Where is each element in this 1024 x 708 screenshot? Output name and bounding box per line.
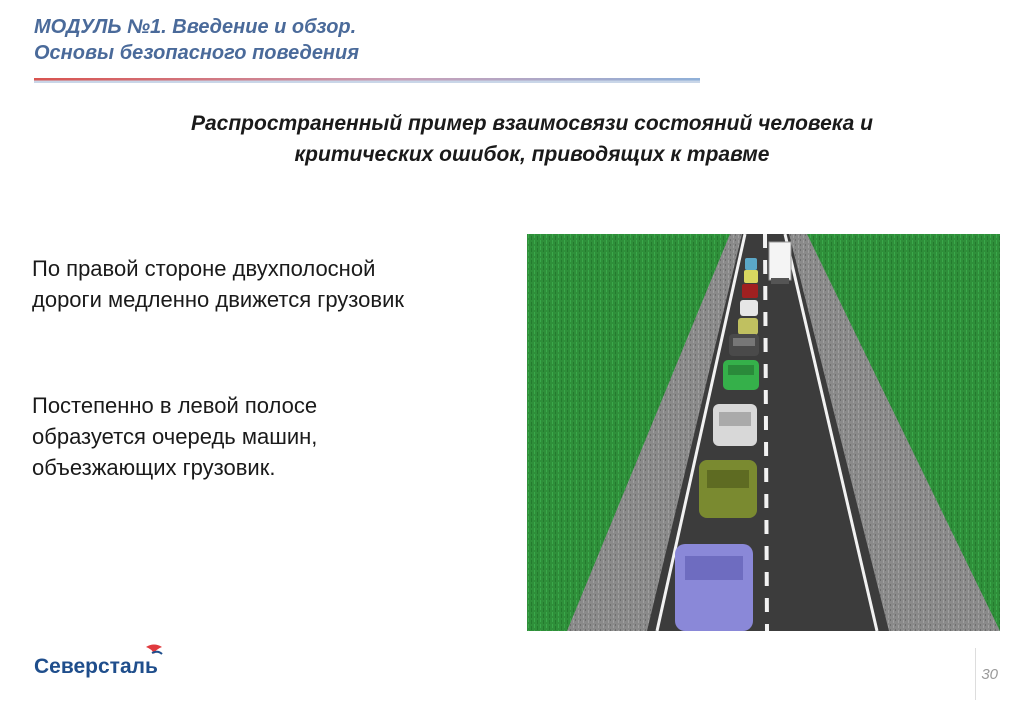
slide-heading-line1: Распространенный пример взаимосвязи состояний человека и [190, 112, 874, 135]
paragraph-queue-line1: Постепенно в левой полосе [32, 393, 318, 418]
module-title-line1: МОДУЛЬ №1. Введение и обзор. [34, 16, 357, 38]
severstal-logo [34, 641, 174, 681]
footer-divider [975, 648, 976, 700]
paragraph-queue-line3: объезжающих грузовик. [32, 455, 276, 480]
slide-heading-line2: критических ошибок, приводящих к травме [294, 143, 770, 166]
car [745, 258, 757, 270]
car [675, 544, 753, 631]
page-number: 30 [981, 666, 998, 683]
module-title [34, 14, 359, 66]
slide-heading [70, 108, 994, 170]
paragraph-queue [32, 390, 502, 483]
road-illustration [527, 234, 1000, 631]
svg-text:Северсталь: Северсталь [34, 655, 158, 678]
car [699, 460, 757, 518]
car [729, 334, 759, 356]
car [740, 300, 758, 316]
header-divider [34, 78, 700, 83]
paragraph-truck-line1: По правой стороне двухполосной [32, 256, 376, 281]
car [742, 284, 758, 298]
module-title-line2: Основы безопасного поведения [34, 42, 360, 64]
truck [769, 242, 791, 284]
car [744, 270, 758, 283]
car [723, 360, 759, 390]
paragraph-truck [32, 253, 502, 315]
paragraph-truck-line2: дороги медленно движется грузовик [32, 287, 404, 312]
car [713, 404, 757, 446]
paragraph-queue-line2: образуется очередь машин, [32, 424, 318, 449]
